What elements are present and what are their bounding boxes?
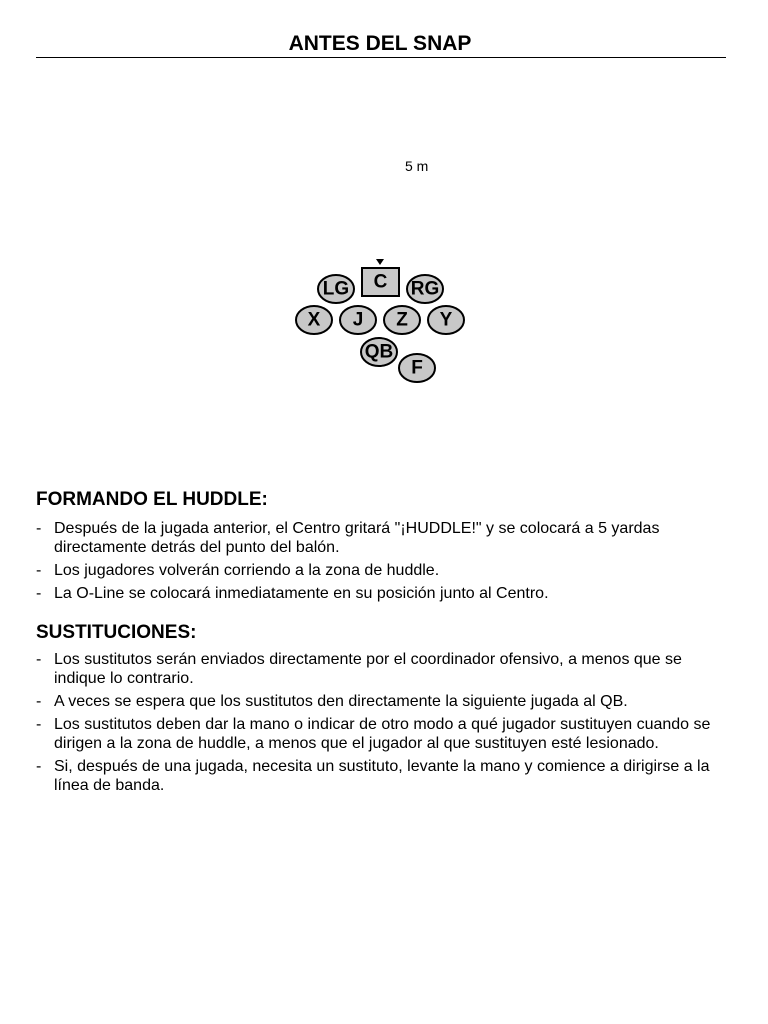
list-item-text: Los sustitutos serán enviados directamente por el coordinador ofensivo, a menos que se indique lo contrario. [54,651,682,687]
bullet-dash: - [36,693,42,710]
bullet-dash: - [36,651,42,668]
list-item [36,757,736,795]
center-player-label: C [373,271,388,293]
player-j-label: J [352,309,364,331]
bullet-dash: - [36,716,42,733]
ball-marker-icon [376,259,384,265]
list-item-text: A veces se espera que los sustitutos den directamente la siguiente jugada al QB. [54,693,628,710]
player-y-label: Y [439,309,453,331]
list-item [36,650,736,688]
player-f-label: F [411,357,423,379]
list-item [36,519,736,557]
huddle-diagram [0,0,768,420]
list-item-text: Si, después de una jugada, necesita un sustituto, levante la mano y comience a dirigirse a la línea de banda. [54,758,710,794]
list-item-text: Después de la jugada anterior, el Centro gritará "¡HUDDLE!" y se colocará a 5 yardas directamente detrás del punto del balón. [54,520,660,556]
player-lg-label: LG [322,278,350,300]
section-heading-huddle: FORMANDO EL HUDDLE: [36,489,268,510]
list-item-text: La O-Line se colocará inmediatamente en su posición junto al Centro. [54,585,549,602]
list-item [36,715,736,753]
bullet-dash: - [36,585,42,602]
substitutions-list [36,650,736,799]
list-item-text: Los jugadores volverán corriendo a la zona de huddle. [54,562,440,579]
list-item [36,584,736,603]
list-item [36,692,736,711]
section-heading-substitutions: SUSTITUCIONES: [36,622,197,643]
player-qb-label: QB [364,341,394,363]
bullet-dash: - [36,758,42,775]
list-item [36,561,736,580]
page-title: ANTES DEL SNAP [288,32,472,55]
bullet-dash: - [36,520,42,537]
distance-label: 5 m [405,158,429,174]
bullet-dash: - [36,562,42,579]
player-x-label: X [307,309,321,331]
player-z-label: Z [396,309,408,331]
huddle-list [36,519,736,607]
player-rg-label: RG [410,278,440,300]
list-item-text: Los sustitutos deben dar la mano o indicar de otro modo a qué jugador sustituyen cuando se dirigen a la zona de huddle, a menos que el jugador al que sustituyen esté lesionado. [54,716,711,752]
